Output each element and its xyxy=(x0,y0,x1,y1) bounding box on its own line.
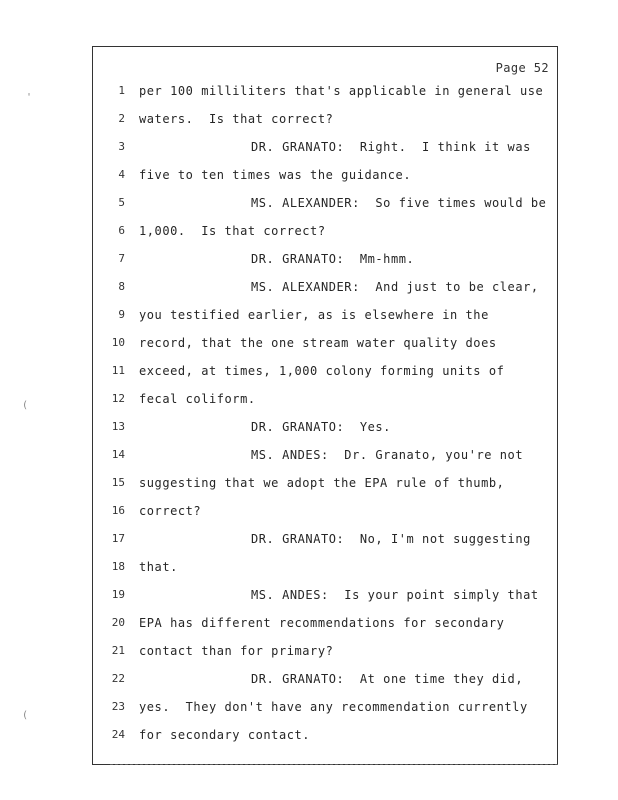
line-number: 22 xyxy=(111,672,125,685)
transcript-line xyxy=(93,308,559,336)
line-text: DR. GRANATO: At one time they did, xyxy=(251,672,524,686)
line-number: 13 xyxy=(111,420,125,433)
line-text: MS. ALEXANDER: So five times would be xyxy=(251,196,547,210)
line-text: DR. GRANATO: Right. I think it was xyxy=(251,140,531,154)
margin-tick-mark: ( xyxy=(22,710,29,721)
line-text: DR. GRANATO: Yes. xyxy=(251,420,391,434)
line-text: DR. GRANATO: No, I'm not suggesting xyxy=(251,532,531,546)
line-text: you testified earlier, as is elsewhere in the xyxy=(139,308,489,322)
transcript-line xyxy=(93,560,559,588)
transcript-line xyxy=(93,588,559,616)
page-number: Page 52 xyxy=(495,61,549,75)
line-text: exceed, at times, 1,000 colony forming units of xyxy=(139,364,505,378)
line-number: 7 xyxy=(118,252,125,265)
line-number: 10 xyxy=(111,336,125,349)
line-text: suggesting that we adopt the EPA rule of thumb, xyxy=(139,476,505,490)
line-text: MS. ALEXANDER: And just to be clear, xyxy=(251,280,539,294)
transcript-line xyxy=(93,84,559,112)
line-text: 1,000. Is that correct? xyxy=(139,224,326,238)
transcript-page xyxy=(92,46,558,765)
transcript-line xyxy=(93,112,559,140)
line-number: 20 xyxy=(111,616,125,629)
line-text: per 100 milliliters that's applicable in general use xyxy=(139,84,544,98)
transcript-line xyxy=(93,476,559,504)
line-number: 19 xyxy=(111,588,125,601)
line-text: waters. Is that correct? xyxy=(139,112,334,126)
line-number: 1 xyxy=(118,84,125,97)
transcript-line xyxy=(93,196,559,224)
line-number: 4 xyxy=(118,168,125,181)
line-number: 17 xyxy=(111,532,125,545)
line-number: 9 xyxy=(118,308,125,321)
line-text: MS. ANDES: Dr. Granato, you're not xyxy=(251,448,524,462)
margin-tick-mark: ' xyxy=(26,92,33,103)
line-text: MS. ANDES: Is your point simply that xyxy=(251,588,539,602)
transcript-line xyxy=(93,448,559,476)
transcript-line xyxy=(93,700,559,728)
transcript-line xyxy=(93,364,559,392)
transcript-line xyxy=(93,644,559,672)
line-text: correct? xyxy=(139,504,202,518)
line-text: fecal coliform. xyxy=(139,392,256,406)
line-number: 11 xyxy=(111,364,125,377)
line-number: 21 xyxy=(111,644,125,657)
line-number: 24 xyxy=(111,728,125,741)
line-number: 3 xyxy=(118,140,125,153)
line-text: EPA has different recommendations for secondary xyxy=(139,616,505,630)
transcript-line xyxy=(93,504,559,532)
transcript-line xyxy=(93,532,559,560)
scan-edge-artifact xyxy=(110,764,558,769)
line-number: 18 xyxy=(111,560,125,573)
line-number: 15 xyxy=(111,476,125,489)
line-text: five to ten times was the guidance. xyxy=(139,168,412,182)
line-number: 5 xyxy=(118,196,125,209)
transcript-line xyxy=(93,224,559,252)
transcript-line xyxy=(93,140,559,168)
line-number: 8 xyxy=(118,280,125,293)
transcript-line xyxy=(93,420,559,448)
line-number: 12 xyxy=(111,392,125,405)
line-number: 16 xyxy=(111,504,125,517)
transcript-line xyxy=(93,168,559,196)
transcript-line xyxy=(93,616,559,644)
line-text: that. xyxy=(139,560,178,574)
transcript-line xyxy=(93,252,559,280)
transcript-line xyxy=(93,336,559,364)
transcript-line xyxy=(93,280,559,308)
line-text: contact than for primary? xyxy=(139,644,334,658)
line-number: 14 xyxy=(111,448,125,461)
transcript-line xyxy=(93,728,559,756)
line-text: DR. GRANATO: Mm-hmm. xyxy=(251,252,415,266)
transcript-line xyxy=(93,672,559,700)
line-number: 6 xyxy=(118,224,125,237)
line-text: for secondary contact. xyxy=(139,728,311,742)
line-number: 2 xyxy=(118,112,125,125)
transcript-line xyxy=(93,392,559,420)
line-number: 23 xyxy=(111,700,125,713)
line-text: record, that the one stream water quality does xyxy=(139,336,497,350)
line-text: yes. They don't have any recommendation currently xyxy=(139,700,528,714)
margin-tick-mark: ( xyxy=(22,400,29,411)
